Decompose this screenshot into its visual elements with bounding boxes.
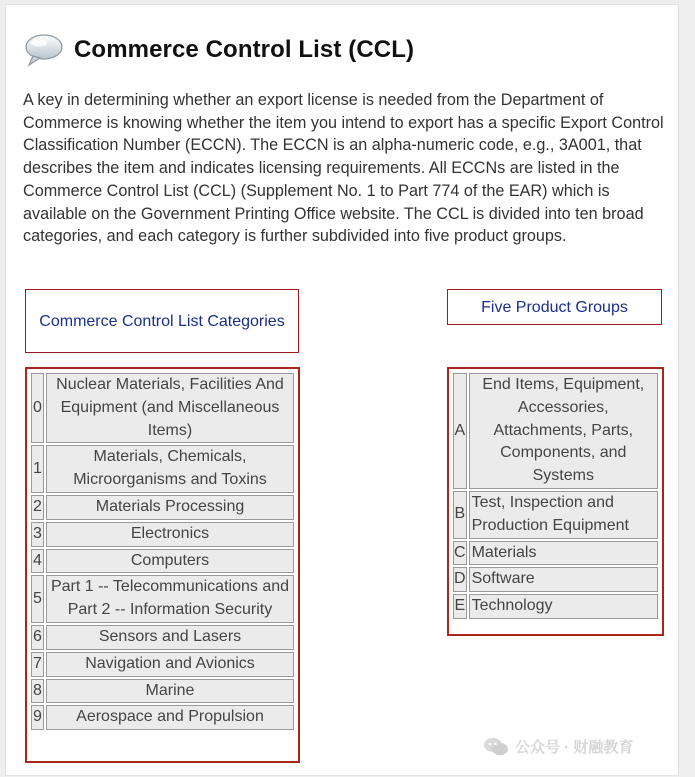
page-title: Commerce Control List (CCL) bbox=[74, 36, 415, 63]
product-group-code: C bbox=[453, 541, 467, 566]
category-code: 7 bbox=[31, 652, 44, 677]
product-group-code: E bbox=[453, 594, 467, 619]
content-card bbox=[5, 4, 679, 776]
categories-table bbox=[29, 371, 296, 732]
category-row bbox=[31, 625, 294, 650]
category-row bbox=[31, 652, 294, 677]
category-label: Part 1 -- Telecommunications and Part 2 -- Information Security bbox=[46, 575, 294, 623]
product-group-code: A bbox=[453, 373, 467, 489]
category-label: Computers bbox=[46, 549, 294, 574]
product-group-label: Software bbox=[469, 567, 658, 592]
category-row bbox=[31, 445, 294, 493]
category-row bbox=[31, 522, 294, 547]
product-group-row bbox=[453, 567, 658, 592]
category-code: 6 bbox=[31, 625, 44, 650]
category-label: Navigation and Avionics bbox=[46, 652, 294, 677]
category-row bbox=[31, 373, 294, 443]
category-row bbox=[31, 679, 294, 704]
category-code: 8 bbox=[31, 679, 44, 704]
category-label: Electronics bbox=[46, 522, 294, 547]
category-code: 4 bbox=[31, 549, 44, 574]
product-groups-table bbox=[451, 371, 660, 621]
intro-paragraph: A key in determining whether an export license is needed from the Department of Commerce is knowing whether the item you intend to export has a specific Export Control Classification Number (ECCN). The ECCN is an alpha-numeric code, e.g., 3A001, that describes the item and indicates licensing requirements. All ECCNs are listed in the Commerce Control List (CCL) (Supplement No. 1 to Part 774 of the EAR) which is available on the Government Printing Office website. The CCL is divided into ten broad categories, and each category is further subdivided into five product groups. bbox=[23, 91, 664, 246]
category-code: 9 bbox=[31, 705, 44, 730]
category-code: 2 bbox=[31, 495, 44, 520]
categories-table-frame bbox=[25, 367, 300, 763]
categories-header bbox=[25, 289, 299, 353]
categories-header-label: Commerce Control List Categories bbox=[39, 312, 285, 330]
wechat-icon bbox=[483, 737, 509, 757]
category-label: Nuclear Materials, Facilities And Equipment (and Miscellaneous Items) bbox=[46, 373, 294, 443]
product-group-label: Test, Inspection and Production Equipment bbox=[469, 491, 658, 539]
category-row bbox=[31, 575, 294, 623]
product-group-code: B bbox=[453, 491, 467, 539]
watermark bbox=[483, 736, 633, 757]
category-code: 5 bbox=[31, 575, 44, 623]
watermark-text: 公众号 · 财融教育 bbox=[515, 739, 634, 756]
title-row bbox=[24, 33, 414, 67]
product-group-row bbox=[453, 541, 658, 566]
category-code: 3 bbox=[31, 522, 44, 547]
category-label: Materials Processing bbox=[46, 495, 294, 520]
product-group-row bbox=[453, 491, 658, 539]
speech-bubble-icon bbox=[24, 33, 64, 67]
category-label: Marine bbox=[46, 679, 294, 704]
category-row bbox=[31, 495, 294, 520]
category-code: 0 bbox=[31, 373, 44, 443]
product-group-code: D bbox=[453, 567, 467, 592]
product-group-label: Materials bbox=[469, 541, 658, 566]
category-label: Aerospace and Propulsion bbox=[46, 705, 294, 730]
category-row bbox=[31, 705, 294, 730]
category-row bbox=[31, 549, 294, 574]
product-groups-table-frame bbox=[447, 367, 664, 636]
product-group-label: Technology bbox=[469, 594, 658, 619]
product-groups-header bbox=[447, 289, 662, 325]
category-code: 1 bbox=[31, 445, 44, 493]
category-label: Sensors and Lasers bbox=[46, 625, 294, 650]
product-group-row bbox=[453, 373, 658, 489]
product-group-label: End Items, Equipment, Accessories, Attachments, Parts, Components, and Systems bbox=[469, 373, 658, 489]
product-group-row bbox=[453, 594, 658, 619]
category-label: Materials, Chemicals, Microorganisms and Toxins bbox=[46, 445, 294, 493]
product-groups-header-label: Five Product Groups bbox=[481, 298, 628, 316]
